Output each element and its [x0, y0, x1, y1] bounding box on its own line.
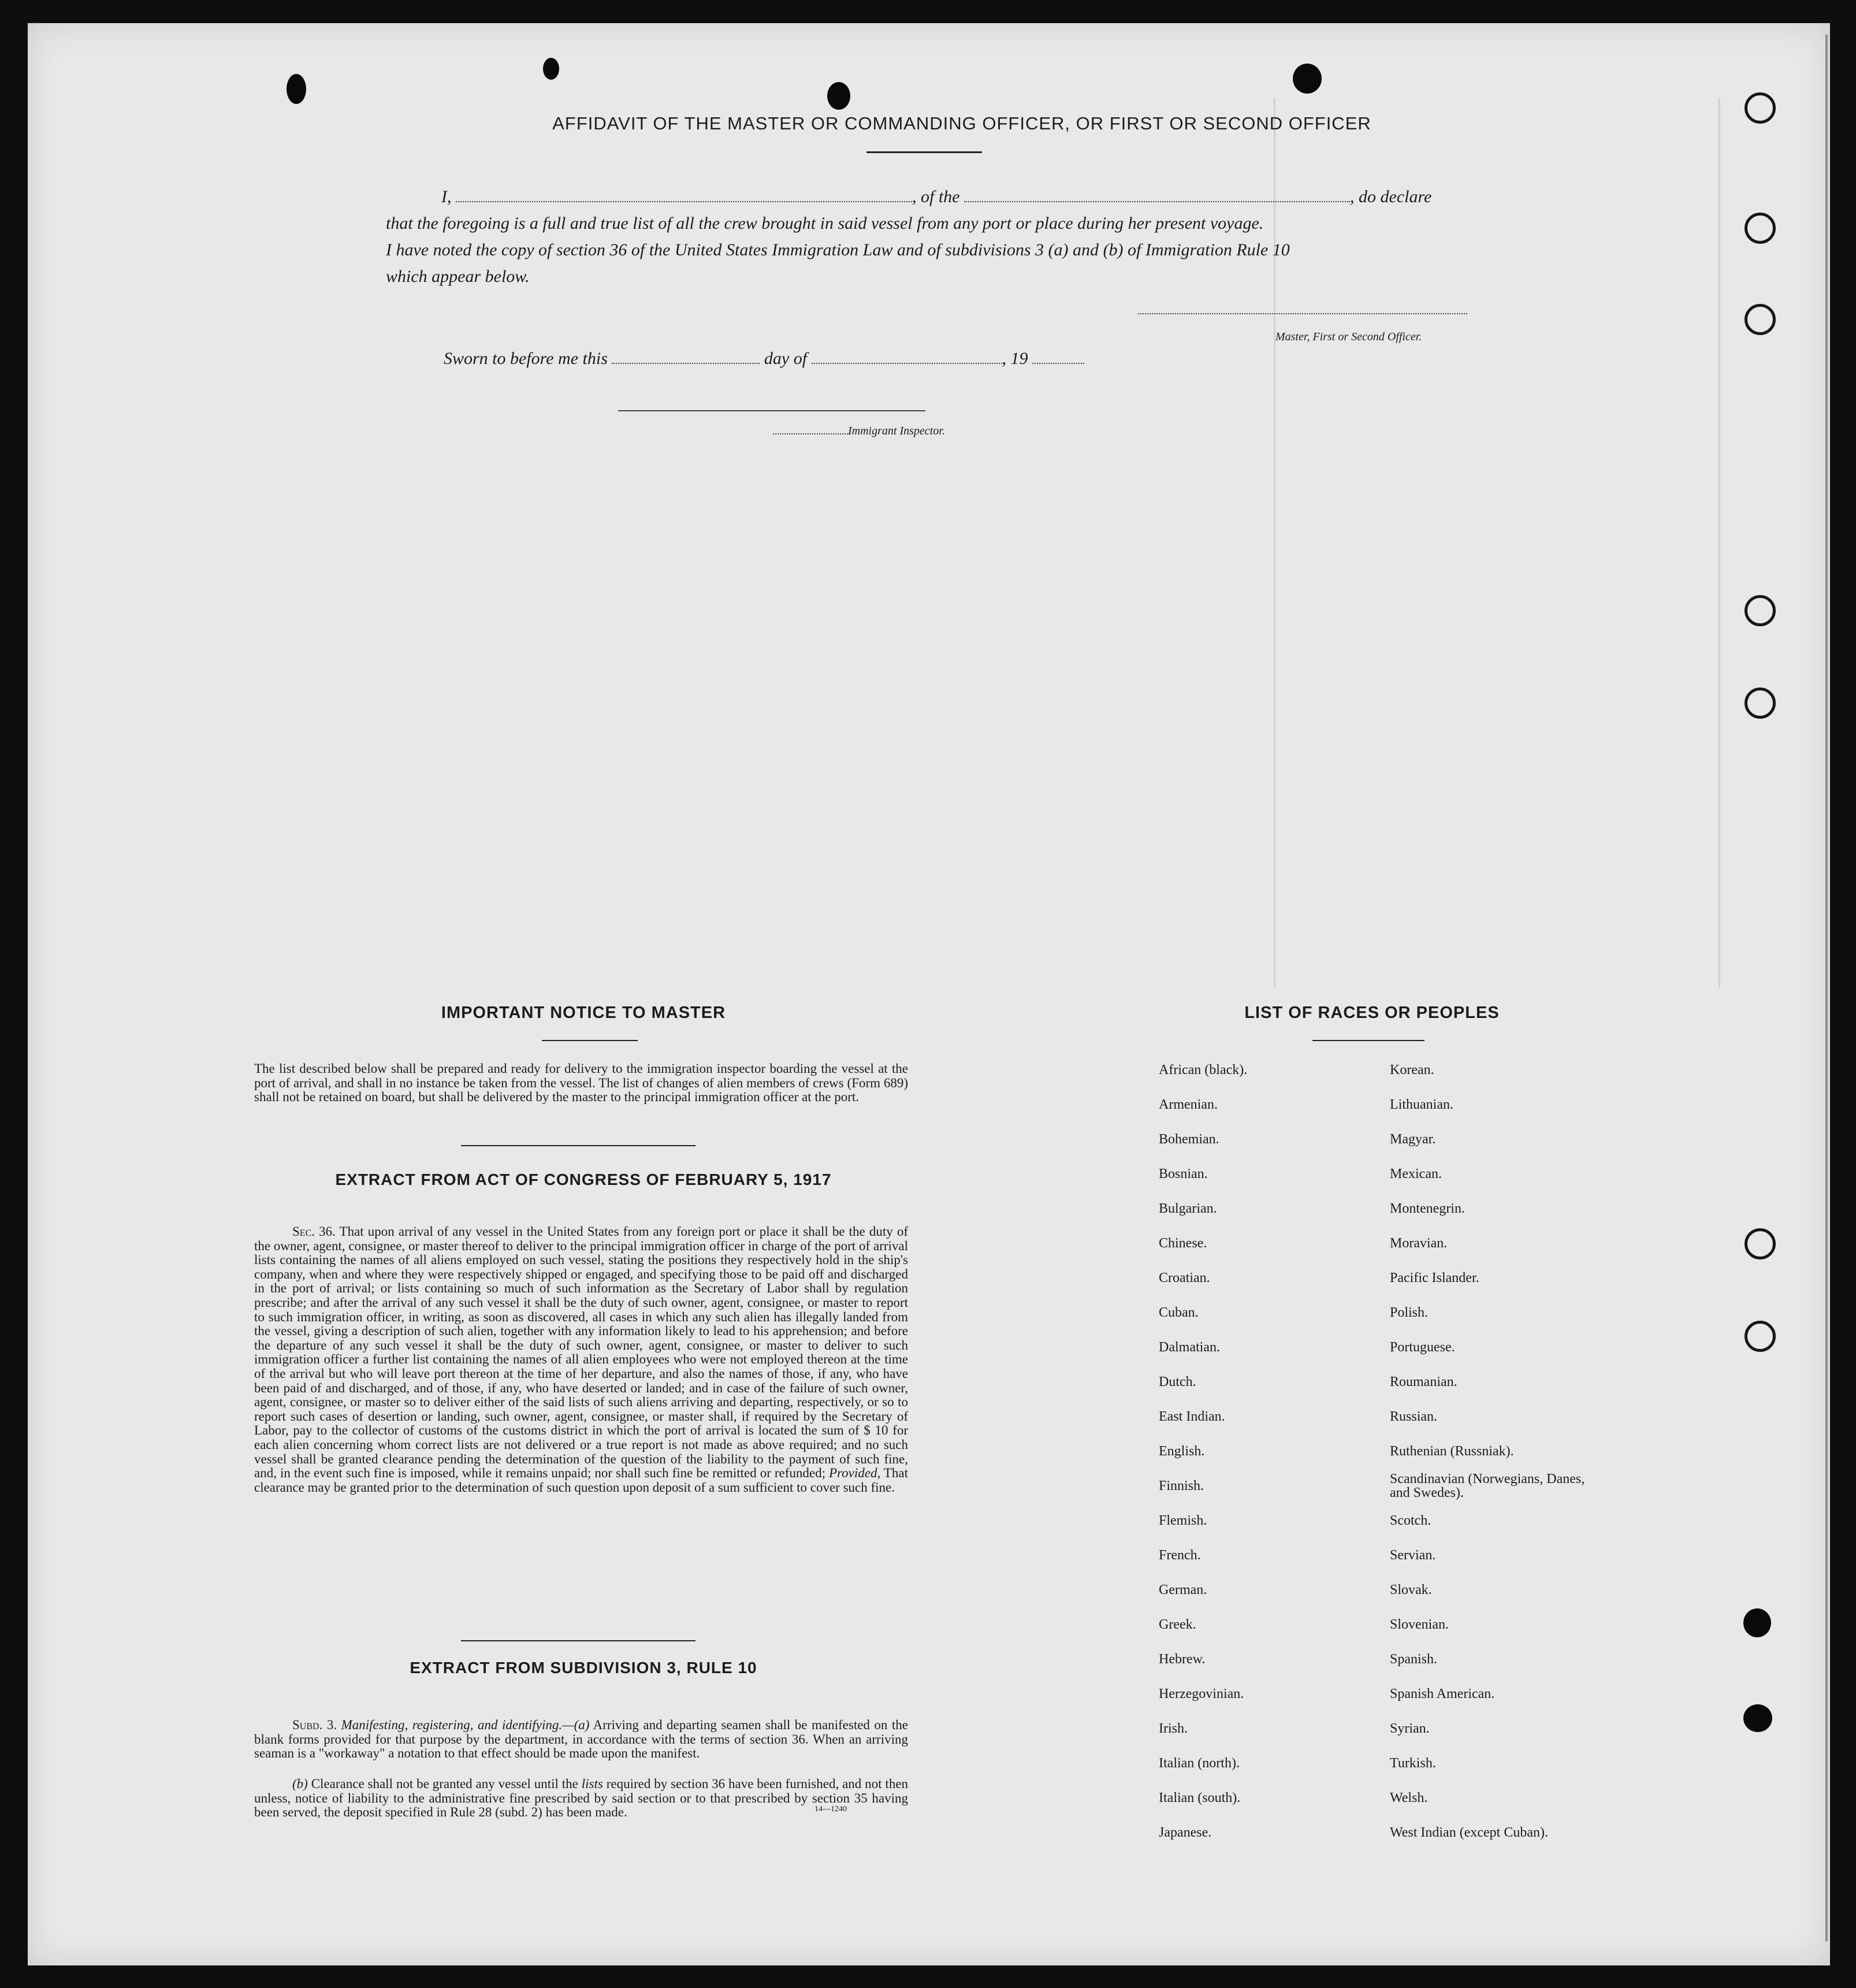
subd-b-lists: lists [581, 1777, 603, 1791]
affidavit-line-1 [386, 187, 1472, 207]
inspector-label: Immigrant Inspector. [773, 424, 945, 438]
race-item: Dalmatian. [1159, 1340, 1220, 1355]
binder-ring-mark [1745, 1228, 1776, 1259]
binder-ring-mark [1745, 1321, 1776, 1352]
race-item: Cuban. [1159, 1305, 1199, 1320]
race-item: English. [1159, 1444, 1205, 1459]
race-item: Slovak. [1390, 1582, 1432, 1597]
notice-text: The list described below shall be prepared and ready for delivery to the immigration inspector boarding the vessel at the port of arrival, and shall in no instance be taken from the vessel. The list of changes of alien members of crews (Form 689) shall not be retained on board, but shall be delivered by the master to the principal immigration officer at the port. [254, 1061, 908, 1105]
subd-b-text2: required by section 36 have been furnished, and not then unless, notice of liability to the administrative fine prescribed by said section or to that prescribed by section 35 having been served, the deposit specified in Rule 28 (subd. 2) has been made. [254, 1777, 909, 1820]
race-item: Spanish. [1390, 1652, 1438, 1667]
race-item: Ruthenian (Russniak). [1390, 1444, 1514, 1459]
affidavit-declare: , do declare [1350, 187, 1432, 206]
race-item: East Indian. [1159, 1409, 1225, 1424]
race-item: Irish. [1159, 1721, 1188, 1736]
inspector-signature-rule [618, 410, 925, 411]
race-item: Bosnian. [1159, 1166, 1208, 1181]
provided-word: Provided, [829, 1466, 881, 1481]
sworn-text: Sworn to before me this [444, 349, 608, 368]
binder-ring-mark [1745, 92, 1776, 124]
race-item: Spanish American. [1390, 1686, 1495, 1701]
race-item: Flemish. [1159, 1513, 1207, 1528]
act-text: That upon arrival of any vessel in the United States from any foreign port or place it shall be the duty of the owner, agent, consignee, or master thereof to deliver to the principal immigration officer in charge of the port of arrival lists containing the names of all aliens employed on such vessel, stating the positions they respectively hold in the ship's company, when and where they were respectively shipped or engaged, and specifying those to be paid off and discharged in the port of arrival; or lists containing so much of such information as the Secretary of Labor shall by regulation prescribe; and after the arrival of any such vessel it shall be the duty of such owner, agent, consignee, or master to report to such immigration officer, in writing, as soon as discovered, all cases in which any such alien has illegally landed from the vessel, giving a description of such alien, together with any information likely to lead to his apprehension; and before the departure of any such vessel it shall be the duty of such owner, agent, consignee, or master to deliver to such immigration officer a further list containing the names of all alien employees who were not employed thereon at the time of the arrival but who will leave port thereon at the time of her departure, and also the names of those, if any, who have been paid of and discharged, and of those, if any, who have deserted or landed; and in case of the failure of such owner, agent, consignee, or master so to deliver either of the said lists of such aliens arriving and departing, respectively, or so to report such cases of desertion or landing, such owner, agent, consignee, or master shall, if required by the Secretary of Labor, pay to the collector of customs of the customs district in which the port of arrival is located the sum of $ 10 for each alien concerning whom correct lists are not delivered or a true report is not made as above required; and no such vessel shall be granted clearance pending the determination of the question of the liability to the payment of such fine, and, in the event such fine is imposed, while it remains unpaid; nor shall such fine be remitted or refunded; [254, 1224, 908, 1481]
rule-subd-b [254, 1777, 908, 1820]
notice-title: IMPORTANT NOTICE TO MASTER [441, 1004, 726, 1022]
race-item: French. [1159, 1548, 1201, 1563]
notice-rule [461, 1145, 695, 1146]
race-item: Welsh. [1390, 1790, 1428, 1805]
race-item: Servian. [1390, 1548, 1436, 1563]
race-item: Bohemian. [1159, 1132, 1219, 1147]
race-item: Scotch. [1390, 1513, 1431, 1528]
punch-hole [543, 58, 559, 80]
race-item: Scandinavian (Norwegians, Danes, and Swedes). [1390, 1472, 1585, 1500]
race-item: Mexican. [1390, 1166, 1442, 1181]
races-title: LIST OF RACES OR PEOPLES [1244, 1004, 1500, 1022]
act-text-end: That clearance may be granted prior to the determination of such question upon deposit of a sum sufficient to cover such fine. [254, 1466, 908, 1495]
binder-ring-mark [1745, 595, 1776, 626]
race-item: Montenegrin. [1390, 1201, 1465, 1216]
act-rule [461, 1640, 695, 1641]
race-item: Japanese. [1159, 1825, 1212, 1840]
title-divider [866, 151, 982, 153]
binder-ring-mark [1745, 213, 1776, 244]
races-divider [1312, 1040, 1424, 1041]
subd-b-label: (b) [292, 1777, 308, 1791]
race-item: West Indian (except Cuban). [1390, 1825, 1548, 1840]
sworn-year-blank[interactable] [1032, 349, 1084, 364]
binder-ring-mark [1745, 304, 1776, 335]
punch-hole [287, 74, 306, 104]
affidavit-line-2: that the foregoing is a full and true list of all the crew brought in said vessel from any port or place during her present voyage. [386, 214, 1264, 233]
race-item: African (black). [1159, 1062, 1248, 1077]
affidavit-i: I, [441, 187, 452, 206]
act-extract-text [254, 1225, 908, 1495]
subd-a-text: Arriving and departing seamen shall be manifested on the blank forms provided for that purpose by the department, in accordance with the terms of section 36. When an arriving seaman is a "workaway" a notation to that effect should be made upon the manifest. [254, 1718, 909, 1761]
race-item: Hebrew. [1159, 1652, 1206, 1667]
race-item: Moravian. [1390, 1236, 1448, 1251]
race-item: Syrian. [1390, 1721, 1430, 1736]
race-item: Polish. [1390, 1305, 1429, 1320]
day-of-text: day of [764, 349, 808, 368]
race-item: Greek. [1159, 1617, 1196, 1632]
show-through-line [1719, 98, 1720, 988]
show-through-line [1825, 35, 1828, 1941]
race-item: Armenian. [1159, 1097, 1218, 1112]
race-item: Russian. [1390, 1409, 1438, 1424]
race-item: Pacific Islander. [1390, 1270, 1479, 1285]
punch-hole [1743, 1704, 1772, 1732]
race-item: Finnish. [1159, 1478, 1204, 1493]
rule-subd-a [254, 1718, 908, 1761]
punch-hole [827, 82, 850, 110]
subd-b-text1: Clearance shall not be granted any vessel until the [311, 1777, 578, 1791]
race-item: Italian (north). [1159, 1756, 1240, 1771]
master-signature-blank[interactable] [1138, 311, 1467, 314]
binder-ring-mark [1745, 688, 1776, 719]
race-item: Croatian. [1159, 1270, 1210, 1285]
race-item: Herzegovinian. [1159, 1686, 1244, 1701]
sworn-line [444, 349, 1530, 369]
race-item: Portuguese. [1390, 1340, 1455, 1355]
subd-label: Subd. 3. [292, 1718, 337, 1732]
form-number: 14—1240 [814, 1805, 847, 1814]
punch-hole [1293, 64, 1322, 94]
sworn-day-blank[interactable] [612, 349, 760, 364]
name-blank[interactable] [456, 187, 912, 202]
notice-divider [542, 1040, 638, 1041]
race-item: German. [1159, 1582, 1207, 1597]
race-item: Magyar. [1390, 1132, 1436, 1147]
master-signature-label: Master, First or Second Officer. [1275, 330, 1422, 343]
race-item: Bulgarian. [1159, 1201, 1217, 1216]
race-item: Turkish. [1390, 1756, 1436, 1771]
race-item: Korean. [1390, 1062, 1434, 1077]
affidavit-line-3: I have noted the copy of section 36 of the United States Immigration Law and of subdivisions 3 (a) and (b) of Immigration Rule 10 [386, 240, 1290, 259]
race-item: Slovenian. [1390, 1617, 1449, 1632]
subd-heading: Manifesting, registering, and identifying.—(a) [341, 1718, 590, 1732]
act-extract-title: EXTRACT FROM ACT OF CONGRESS OF FEBRUARY 5, 1917 [335, 1170, 832, 1188]
affidavit-of-the: , of the [912, 187, 960, 206]
sec-label: Sec. 36. [292, 1224, 336, 1239]
race-item: Roumanian. [1390, 1374, 1457, 1389]
race-item: Italian (south). [1159, 1790, 1241, 1805]
vessel-blank[interactable] [964, 187, 1350, 202]
race-item: Chinese. [1159, 1236, 1207, 1251]
affidavit-line-4: which appear below. [386, 267, 530, 286]
sworn-month-blank[interactable] [812, 349, 1002, 364]
race-item: Lithuanian. [1390, 1097, 1453, 1112]
punch-hole [1743, 1608, 1771, 1637]
rule-extract-title: EXTRACT FROM SUBDIVISION 3, RULE 10 [410, 1659, 757, 1677]
year-prefix: , 19 [1002, 349, 1028, 368]
affidavit-title: AFFIDAVIT OF THE MASTER OR COMMANDING OFFICER, OR FIRST OR SECOND OFFICER [552, 113, 1371, 133]
race-item: Dutch. [1159, 1374, 1196, 1389]
